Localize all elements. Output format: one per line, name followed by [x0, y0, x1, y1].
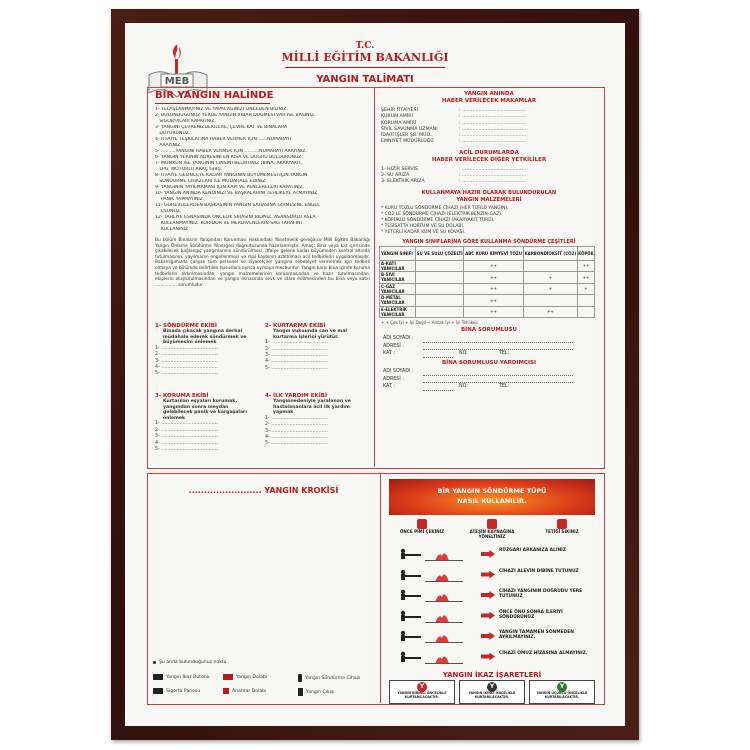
team-description: Binada çıkacak yangına derhal müdahale ederek söndürmek ve büyümesini önlemek	[163, 329, 247, 346]
team-member-line[interactable]: 1- .....................................	[265, 415, 328, 421]
team-member-line[interactable]: 2- .....................................	[265, 346, 328, 352]
team-member-line[interactable]: 3- .....................................	[265, 353, 328, 358]
instruction-step: ARAYINIZ.	[155, 143, 182, 148]
main-column-divider	[374, 87, 375, 467]
material-item: * YETERLİ KADAR KUM VE SU KOVASI.	[381, 229, 466, 235]
extinguisher-step	[389, 607, 595, 626]
instruction-step: OLUNUZ.	[155, 209, 182, 214]
extinguisher-icon	[298, 674, 302, 682]
table-cell: ++	[464, 295, 524, 307]
instruction-step: 2- BULUNDUĞUNUZ YERDE YANGIN İHBAR DÜĞMESİ VAR İSE BASINIZ.	[155, 113, 316, 118]
warning-sign-letter: Y	[487, 682, 497, 692]
table-row	[380, 260, 595, 272]
table-cell	[523, 295, 577, 307]
team-title: 1- SÖNDÜRME EKİBİ	[155, 323, 217, 329]
team-title: 2- KURTARMA EKİBİ	[265, 323, 326, 329]
team-block	[155, 323, 259, 378]
field-no-label: NO:	[459, 384, 468, 390]
team-member-line[interactable]: 4- .....................................	[155, 365, 218, 370]
extinguisher-top-labels	[389, 519, 595, 543]
instruction-step: 9- YANGININ YAYILMAMASI İÇİN KAPI VE PENCERELERİ KAPATINIZ.	[155, 185, 305, 190]
contact-label: 3- ELEKTRİK ARIZA	[381, 179, 425, 185]
table-cell	[577, 295, 594, 307]
table-cell: +	[523, 283, 577, 295]
team-member-line[interactable]: 3- .....................................	[155, 434, 218, 440]
material-item: * TESİSATTA HORTUM VE SU DOLABI.	[381, 223, 465, 229]
extinguisher-step-text: CİHAZI ALEVİN DİBİNE TUTUNUZ	[499, 568, 579, 574]
header-tc: T.C.	[355, 41, 375, 51]
responsible-row	[383, 350, 601, 358]
contact-value[interactable]: : ...........................................	[459, 139, 527, 145]
left-title: BİR YANGIN HALİNDE	[155, 90, 274, 101]
table-title: YANGIN SINIFLARINA GÖRE KULLANMA SÖNDÜRME ÇEŞİTLERİ	[402, 238, 576, 245]
field-label: KAT :	[383, 351, 396, 357]
contact-value[interactable]: : ...........................................	[459, 133, 527, 139]
key-cabinet-icon	[223, 688, 229, 694]
notify-title-1: YANGIN ANINDA	[464, 91, 514, 97]
table-cell: ++	[464, 283, 524, 295]
table-cell	[416, 295, 464, 307]
warning-sign	[389, 680, 455, 704]
team-block	[265, 323, 369, 372]
instruction-step: 12- TAHLİYE ESNASINDA ÖNCELİK SIRASINI BİLİNİZ. ASANSÖRLÜ ASLA	[155, 215, 316, 220]
field-value[interactable]	[423, 383, 453, 391]
warning-signs	[389, 680, 595, 704]
legend-label: Anahtar Dolabı	[232, 688, 267, 694]
contact-row	[381, 139, 601, 145]
instruction-steps	[155, 107, 370, 233]
table-cell: ++	[577, 260, 594, 272]
top-step-label: ATEŞİN KAYNAĞINA YÖNELTİNİZ	[469, 529, 515, 539]
instruction-step: DUYURUNUZ.	[155, 131, 191, 136]
table-row	[380, 272, 595, 284]
field-label: KAT :	[383, 384, 396, 390]
legend-box-icon	[223, 674, 233, 680]
field-label: ADI SOYADI :	[383, 368, 414, 374]
table-header-cell: KARBONDİOKSİT (CO2)	[523, 246, 577, 260]
assistant-fields	[383, 368, 601, 391]
contact-value[interactable]: : ...........................................	[459, 120, 527, 126]
responsible-row	[383, 335, 601, 343]
team-member-line[interactable]: 1- .....................................	[155, 345, 218, 351]
field-value[interactable]	[423, 376, 573, 384]
top-step	[389, 519, 455, 534]
table-row	[380, 295, 595, 307]
person-extinguisher-icon	[395, 650, 465, 664]
table-legend: + + Çok İyi + İyi Değil ~ Ancak İyi + İyi Tehlikeli	[381, 320, 478, 326]
extinguisher-icon	[487, 519, 497, 529]
warning-sign-text: YANGIN BİRİNCİ ÖNCELİKLE KURTARILACAKTIR.	[397, 691, 447, 699]
person-extinguisher-icon	[395, 609, 465, 623]
team-member-line[interactable]: 4- .....................................	[265, 435, 328, 440]
responsible-row	[383, 343, 601, 351]
banner-line-2: NASIL KULLANILIR.	[457, 497, 527, 505]
instruction-step: SÖNDÜRME CİHAZLARI İLE MÜDAHALE EDİNİZ.	[155, 179, 267, 184]
table-cell: A-KATI YANICILAR	[380, 260, 416, 272]
responsible-row	[383, 368, 601, 376]
table-cell: ++	[464, 272, 524, 284]
warning-sign-text: YANGIN İKİNCİ ÖNCELİKLE KURTARILACAKTIR.	[468, 691, 516, 699]
table-cell: B-SIVI YANICILAR	[380, 272, 416, 284]
legend-item	[223, 674, 267, 680]
warning-sign	[459, 680, 525, 704]
instruction-step: KULLANMAYINIZ. KORİDOR VE MERDİVENLERİN SAĞ TARAFINI	[155, 221, 302, 226]
extinguisher-icon	[417, 519, 427, 529]
team-description: Yangınnedeniyle yaralanan ve hastalananlara acil ilk yardım yapmak	[273, 399, 351, 416]
person-extinguisher-icon	[395, 629, 465, 643]
extinguisher-step	[389, 648, 595, 667]
team-member-line[interactable]: 2- .....................................	[265, 422, 328, 428]
instruction-step: 5- ..........YANGINI HABER VERMEK İÇİN ..........NUMARAYI ARAYINIZ.	[155, 149, 307, 154]
top-step	[529, 519, 595, 534]
extinguisher-step	[389, 545, 595, 564]
contact-label: EMNİYET MÜDÜRLÜĞÜ	[381, 139, 434, 145]
contact-label: SİVİL SAVUNMA UZMANI	[381, 126, 438, 132]
extinguisher-step-text: RÜZGARI ARKANIZA ALINIZ	[499, 548, 566, 553]
table-cell	[523, 260, 577, 272]
table-row	[380, 306, 595, 318]
legend-item	[298, 674, 360, 682]
contact-value[interactable]: : ...........................................	[459, 114, 527, 120]
extinguisher-step-text: YANGIN TAMAMEN SÖNMEDEN AYRILMAYINIZ.	[499, 630, 574, 641]
table-header-cell: SU VE SULU ÇÖZELTİ	[416, 246, 464, 260]
emergency-title-1: ACİL DURUMLARDA	[459, 149, 519, 156]
header-divider	[285, 67, 445, 68]
team-title: 3- KORUMA EKİBİ	[155, 393, 209, 399]
instruction-step: 1- TELAŞLANMAYINIZ VE YAPACAĞINIZI ÖNCEDEN BİLİNİZ.	[155, 107, 288, 112]
legend-label: Yangın Söndürme Cihazı	[305, 675, 361, 681]
banner-line-1: BİR YANGIN SÖNDÜRME TÜPÜ	[437, 487, 547, 495]
extinguisher-step	[389, 586, 595, 605]
contact-value[interactable]: : ...........................................	[459, 108, 527, 113]
table-cell: ++	[577, 272, 594, 284]
fire-class-table	[379, 246, 595, 319]
team-description: Kurtarılan eşyaları korumak, yangından sonra meydan gelebilecek panik ve kargaşaları önlemek	[163, 399, 247, 421]
contact-row	[381, 179, 601, 185]
warning-sign-text: YANGIN ÜÇÜNCÜ ÖNCELİKLE KURTARILACAKTIR.	[536, 691, 588, 699]
table-cell	[416, 272, 464, 284]
emergency-teams	[155, 323, 370, 463]
responsible-row	[383, 376, 601, 384]
contact-label: 2- SU ARIZA	[381, 173, 410, 179]
responsible-fields	[383, 335, 601, 358]
exit-door-icon	[298, 688, 303, 696]
team-member-line[interactable]: 2- .....................................	[155, 427, 218, 433]
fire-instruction-poster	[125, 23, 625, 726]
responsible-title: BİNA SORUMLUSU	[460, 327, 518, 334]
top-step-label: TETİĞİ SIKINIZ	[545, 529, 579, 534]
notify-list	[381, 108, 601, 146]
extinguisher-guide	[383, 477, 601, 702]
extinguisher-steps	[389, 545, 595, 670]
assistant-title: BİNA SORUMLUSU YARDIMCISI	[441, 359, 537, 366]
team-block	[155, 393, 259, 453]
legend-label: Yangın İkaz Butonu	[166, 674, 210, 680]
legend-label: Yangın Çıkışı	[306, 689, 335, 695]
team-member-line[interactable]: 3- .....................................	[265, 428, 328, 434]
field-no-label: NO:	[459, 351, 468, 357]
team-member-line[interactable]: 1- .....................................	[265, 340, 328, 346]
extinguisher-step	[389, 627, 595, 646]
extinguisher-step-text: CİHAZI OMUZ HİZASINA ALMAYINIZ.	[499, 650, 588, 656]
material-item: * KÖPÜKLÜ SÖNDÜRME CİHAZI (AKARYAKIT TÜRÜ).	[381, 217, 495, 223]
legend-box-icon	[153, 688, 163, 694]
instruction-step: 8- İTFAİYE GELİNCEYE KADAR YANGININ BÜYÜMEMESİ İÇİN YANGIN	[155, 173, 308, 178]
field-tel-label: TEL:	[499, 351, 510, 357]
warning-sign-letter: Y	[557, 682, 567, 692]
material-item: * CO2 LE SÖNDÜRME CİHAZI (ELEKTRİK-BENZİN-GAZ).	[381, 211, 503, 217]
instruction-step: 4- İTFAİYE TEŞKİLATINA HABER VERMEK İÇİN ......NUMARAYI	[155, 137, 292, 142]
legend-item	[153, 660, 226, 665]
materials-list	[381, 206, 601, 236]
team-member-line[interactable]: 5- .....................................	[265, 365, 328, 371]
material-item: * KURU TOZLU SÖNDÜRME CİHAZI (HER TÜRLÜ YANGIN).	[381, 205, 509, 211]
table-cell	[416, 283, 464, 295]
page-title: YANGIN TALİMATI	[316, 74, 414, 85]
extinguisher-icon	[557, 519, 567, 529]
instruction-step: SİGORTALARI KAPATINIZ.	[155, 119, 216, 124]
arrow-icon	[481, 632, 495, 640]
contact-value[interactable]: : ...........................................	[459, 179, 527, 185]
table-cell: E-ELEKTRİK YANICILAR	[380, 306, 416, 318]
legend-item	[298, 688, 335, 696]
arrow-icon	[481, 653, 495, 661]
field-value[interactable]	[423, 335, 573, 343]
team-member-line[interactable]: 5- .....................................	[155, 447, 218, 452]
field-tel-label: TEL:	[499, 384, 510, 390]
team-member-line[interactable]: 3- .....................................	[155, 358, 218, 364]
person-extinguisher-icon	[395, 547, 465, 561]
legend-item	[153, 674, 210, 680]
team-member-line[interactable]: 4- .....................................	[265, 359, 328, 365]
extinguisher-step-text: CİHAZI YANGININ DOĞRUDU YERE TUTUNUZ	[499, 589, 583, 600]
contact-value[interactable]: : ...........................................	[459, 173, 527, 179]
contact-label: KURUM AMİRİ	[381, 114, 413, 120]
regulation-paragraph: Bu bölüm Binaların Yangından Korunması Hakkındaki Yönetmelik gereğince Millî Eğitim Bakanlığı Yangın Önleme Söndürme Yönergesi doğrultusunda hazırlanmıştır. Amaç: Bina veya kat içerisinde çıkabilecek bağlangıç yangınlarının söndürülmesi, itfaiye gelene kadar büyümeden kontrol altında tutulmasının, yayılmanın engellenmesi ve mal kaybının azaltılması acil tedbirlerin uygulanmasıdır. Bakanlığımızda çalışan tüm personel ve ziyaretçiler yangına sebebiyet vermemek için tedbirli olmaya ve bölümde belirtilen hususlara ayrıca uymaya mecburdur. Yangın karşı bina içinde koruma tedbirlerin aldırılmasından, yangın malzemelerinin korunmasından ve hazır tutulmasından, ekiplerin oluşturulmasından ve yangın esnasında sevk ve idare edilmesinden bu bina veya katın ................ sorumludur.	[155, 238, 370, 288]
arrow-icon	[481, 612, 495, 620]
team-description: Yangın vukuunda can ve mal kurtarma işlerini yürütür.	[273, 329, 347, 340]
instruction-step: 6- YANGIN YERİNİN ADRESİNİ EN KISA VE DOĞRU BULDURUNUZ.	[155, 155, 303, 160]
legend-label: Yangın Dolabı	[236, 674, 268, 680]
table-cell	[416, 260, 464, 272]
contact-label: İDARİ İŞLER ŞB. MÜD.	[381, 133, 432, 139]
legend-box-icon	[153, 674, 163, 680]
team-member-line[interactable]: 5- .....................................	[265, 441, 328, 447]
legend-item	[153, 688, 200, 694]
table-cell: ++	[523, 306, 577, 318]
left-title-underline	[155, 103, 270, 104]
table-cell: D-METAL YANICILAR	[380, 295, 416, 307]
table-cell: ++	[464, 260, 524, 272]
contact-value[interactable]: : ...........................................	[459, 166, 527, 172]
top-step	[459, 519, 525, 539]
instruction-step: KULLANINIZ.	[155, 227, 190, 232]
table-cell: +	[523, 272, 577, 284]
team-title: 4- İLK YARDIM EKİBİ	[265, 393, 328, 399]
instruction-step: PANİK YAPMAYINIZ.	[155, 197, 205, 202]
team-block	[265, 393, 369, 448]
table-header-row	[380, 246, 595, 260]
kroki-legend	[153, 660, 377, 700]
field-value[interactable]	[423, 368, 573, 376]
notify-title-2: HABER VERİLECEK MAKAMLAR	[441, 98, 537, 104]
extinguisher-step	[389, 566, 595, 585]
kroki-title: ........................ YANGIN KROKİSİ	[188, 486, 339, 495]
table-cell	[416, 306, 464, 318]
instruction-step: 10- YANGIN ANINDA KENDİNİZİ VE BAŞKALARINI TEHLİKEYE ATMAYINIZ	[155, 191, 318, 196]
header-ministry: MİLLİ EĞİTİM BAKANLIĞI	[281, 51, 449, 64]
person-extinguisher-icon	[395, 588, 465, 602]
team-member-line[interactable]: 1- .....................................	[155, 421, 218, 427]
table-cell	[577, 306, 594, 318]
instruction-step: LPG, MOTORLU ARAÇ GİBİ).	[155, 167, 223, 172]
warning-signs-title: YANGIN İKAZ İŞARETLERİ	[442, 671, 542, 679]
table-cell: C-GAZ YANICILAR	[380, 283, 416, 295]
table-cell: ++	[464, 306, 524, 318]
table-header-cell: ABC KURU KİMYEVİ TOZU	[464, 246, 524, 260]
emergency-list	[381, 167, 601, 186]
emergency-title-2: HABER VERİLECEK DİĞER YETKİLİLER	[431, 156, 547, 163]
team-member-line[interactable]: 5- .....................................	[155, 371, 218, 377]
instruction-step: 3- YANGINI ÇEVRENİZDEKİLERE, ÇEVRE KAT VE BİNALARA	[155, 125, 288, 130]
person-extinguisher-icon	[395, 568, 465, 582]
arrow-icon	[481, 571, 495, 579]
field-value[interactable]	[423, 343, 573, 351]
materials-title-2: YANGIN MALZEMELERİ	[456, 196, 522, 203]
table-header-cell: YANGIN SINIFI	[380, 246, 416, 260]
legend-dot-icon	[153, 661, 156, 664]
instruction-step: 11- GÖREVLİLERDEN BAŞKASININ YANGIN SAHASINA GİRMESİNE ENGEL	[155, 203, 320, 208]
warning-sign	[529, 680, 595, 704]
field-label: ADI SOYADI :	[383, 336, 414, 342]
contact-label: ŞEHİR İTFAİYESİ	[381, 108, 418, 113]
table-header-cell: KÖPÜK	[577, 246, 594, 260]
top-step-label: ÖNCE PİMİ ÇEKİNİZ	[399, 529, 445, 534]
logo-text: MEB	[164, 76, 190, 87]
arrow-icon	[481, 591, 495, 599]
materials-title-1: KULLANMAYA HAZIR OLARAK BULUNDURULAN	[421, 189, 557, 196]
table-cell: +	[577, 283, 594, 295]
extinguisher-banner	[389, 479, 595, 515]
extinguisher-step-text: ÖNCE ÖNÜ SONRA İLERİYİ SÖNDÜRÜNÜZ	[499, 609, 563, 620]
field-label: ADRESİ :	[383, 343, 404, 349]
legend-item	[223, 688, 266, 694]
field-value[interactable]	[423, 350, 453, 358]
contact-label: KORUMA AMİRİ	[381, 120, 417, 126]
team-member-line[interactable]: 2- .....................................	[155, 352, 218, 358]
legend-label: Sigorta Panosu	[166, 688, 201, 694]
contact-value[interactable]: : ...........................................	[459, 126, 527, 132]
right-column	[377, 91, 601, 391]
bottom-column-divider	[380, 473, 381, 703]
field-label: ADRESİ :	[383, 376, 404, 382]
warning-sign-letter: Y	[417, 682, 427, 692]
responsible-row	[383, 383, 601, 391]
contact-label: 1- HIZIR SERVİS	[381, 166, 418, 172]
table-row	[380, 283, 595, 295]
legend-label: Şu anda bulunduğunuz nokta	[159, 660, 227, 665]
arrow-icon	[481, 550, 495, 558]
instruction-step: 7- MÜMKÜN İSE YANGININ CİNSİNİ BELİRTİNİZ (BİNA, AKARYAKIT,	[155, 161, 303, 166]
team-member-line[interactable]: 4- .....................................	[155, 440, 218, 446]
